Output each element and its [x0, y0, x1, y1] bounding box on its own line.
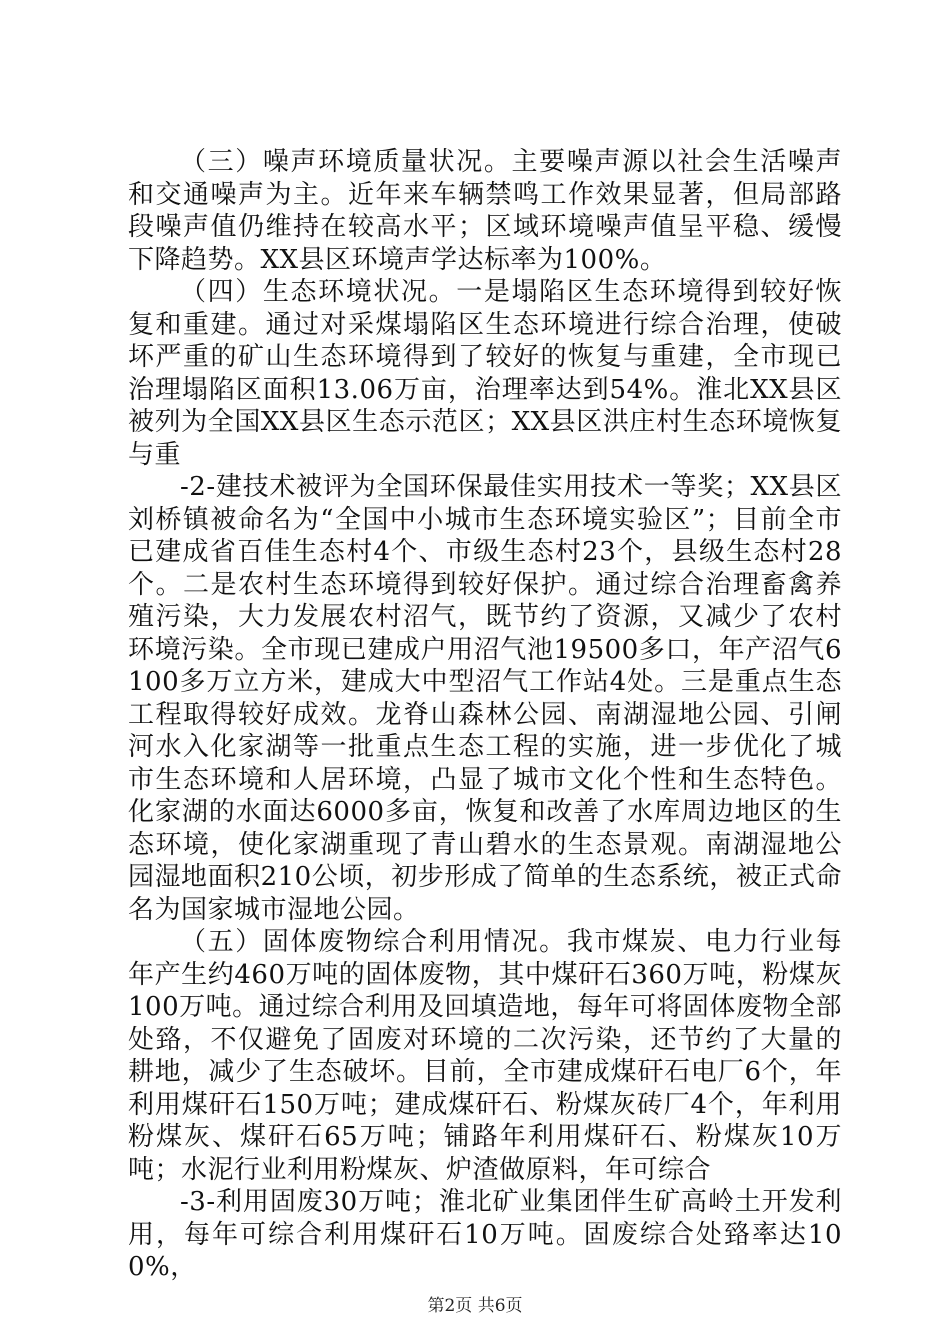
- page-number-footer: 第2页 共6页: [427, 1296, 523, 1316]
- paragraph-noise-environment: （三）噪声环境质量状况。主要噪声源以社会生活噪声和交通噪声为主。近年来车辆禁鸣工作效果显著，但局部路段噪声值仍维持在较高水平；区域环境噪声值呈平稳、缓慢下降趋势。XX县区环境声学达标率为100%。: [128, 147, 842, 275]
- paragraph-page-3-continuation: -3-利用固废30万吨；淮北矿业集团伴生矿高岭土开发利用，每年可综合利用煤矸石10万吨。固废综合处臵率达100%，: [128, 1187, 842, 1282]
- paragraph-page-2-continuation: -2-建技术被评为全国环保最佳实用技术一等奖；XX县区刘桥镇被命名为“全国中小城市生态环境实验区”；目前全市已建成省百佳生态村4个、市级生态村23个，县级生态村28个。二是农村生态环境得到较好保护。通过综合治理畜禽养殖污染，大力发展农村沼气，既节约了资源，又减少了农村环境污染。全市现已建成户用沼气池19500多口，年产沼气6100多万立方米，建成大中型沼气工作站4处。三是重点生态工程取得较好成效。龙脊山森林公园、南湖湿地公园、引闸河水入化家湖等一批重点生态工程的实施，进一步优化了城市生态环境和人居环境，凸显了城市文化个性和生态特色。化家湖的水面达6000多亩，恢复和改善了水库周边地区的生态环境，使化家湖重现了青山碧水的生态景观。南湖湿地公园湿地面积210公顷，初步形成了简单的生态系统，被正式命名为国家城市湿地公园。: [128, 472, 842, 925]
- paragraph-solid-waste: （五）固体废物综合利用情况。我市煤炭、电力行业每年产生约460万吨的固体废物，其中煤矸石360万吨，粉煤灰100万吨。通过综合利用及回填造地，每年可将固体废物全部处臵，不仅避免了固废对环境的二次污染，还节约了大量的耕地，减少了生态破坏。目前，全市建成煤矸石电厂6个，年利用煤矸石150万吨；建成煤矸石、粉煤灰砖厂4个，年利用粉煤灰、煤矸石65万吨；铺路年利用煤矸石、粉煤灰10万吨；水泥行业利用粉煤灰、炉渣做原料，年可综合: [128, 927, 842, 1185]
- document-body: [128, 146, 842, 1284]
- paragraph-ecological-environment: （四）生态环境状况。一是塌陷区生态环境得到较好恢复和重建。通过对采煤塌陷区生态环境进行综合治理，使破坏严重的矿山生态环境得到了较好的恢复与重建，全市现已治理塌陷区面积13.06万亩，治理率达到54%。淮北XX县区被列为全国XX县区生态示范区；XX县区洪庄村生态环境恢复与重: [128, 277, 842, 470]
